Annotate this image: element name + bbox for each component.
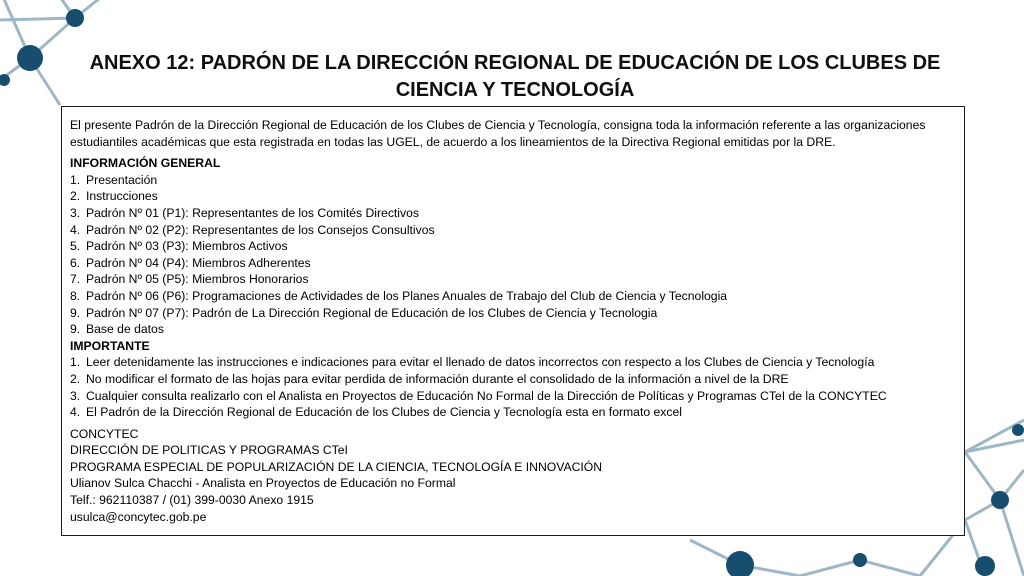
content-box (61, 106, 965, 536)
list-text: Padrón Nº 07 (P7): Padrón de La Dirección Regional de Educación de los Clubes de Ciencia y Tecnologia (86, 305, 658, 320)
list-item (70, 222, 956, 239)
contact-program: PROGRAMA ESPECIAL DE POPULARIZACIÓN DE LA CIENCIA, TECNOLOGÍA E INNOVACIÓN (70, 459, 603, 474)
list-item (70, 255, 956, 272)
list-item (70, 321, 956, 338)
list-text: Padrón Nº 03 (P3): Miembros Activos (86, 239, 288, 254)
list-text: Leer detenidamente las instrucciones e indicaciones para evitar el llenado de datos incorrectos con respecto a los Clubes de Ciencia y Tecnología (86, 355, 875, 370)
list-number: 2. (70, 189, 81, 204)
list-number: 1. (70, 172, 81, 187)
list-number: 9. (70, 305, 81, 320)
list-item (70, 271, 956, 288)
list-text: Padrón Nº 05 (P5): Miembros Honorarios (86, 272, 309, 287)
contact-block (70, 426, 956, 526)
list-number: 7. (70, 272, 81, 287)
list-item (70, 205, 956, 222)
intro-paragraph: El presente Padrón de la Dirección Regional de Educación de los Clubes de Ciencia y Tecnología, consigna toda la información referente a las organizaciones estudiantiles académicas que esta registrada en todas las UGEL, de acuerdo a los lineamientos de la Directiva Regional emitidas por la DRE. (70, 118, 926, 149)
list-text: Padrón Nº 04 (P4): Miembros Adherentes (86, 255, 311, 270)
list-text: Padrón Nº 02 (P2): Representantes de los Consejos Consultivos (86, 222, 435, 237)
list-item (70, 238, 956, 255)
list-text: Presentación (86, 172, 158, 187)
page-title-line-1: ANEXO 12: PADRÓN DE LA DIRECCIÓN REGIONAL DE EDUCACIÓN DE LOS CLUBES DE (89, 52, 941, 74)
important-list (70, 354, 956, 420)
contact-direction: DIRECCIÓN DE POLITICAS Y PROGRAMAS CTeI (70, 443, 348, 458)
list-number: 3. (70, 388, 81, 403)
list-number: 8. (70, 288, 81, 303)
list-text: El Padrón de la Dirección Regional de Educación de los Clubes de Ciencia y Tecnología esta en formato excel (86, 405, 682, 420)
list-number: 3. (70, 205, 81, 220)
list-text: Cualquier consulta realizarlo con el Analista en Proyectos de Educación No Formal de la Dirección de Políticas y Programas CTeI de la CONCYTEC (86, 388, 887, 403)
list-number: 2. (70, 371, 81, 386)
important-heading: IMPORTANTE (70, 338, 150, 353)
list-number: 5. (70, 239, 81, 254)
contact-phone: Telf.: 962110387 / (01) 399-0030 Anexo 1915 (70, 493, 314, 508)
page-title (70, 50, 960, 104)
list-item (70, 288, 956, 305)
list-item (70, 371, 956, 388)
list-text: Instrucciones (86, 189, 158, 204)
list-number: 4. (70, 405, 81, 420)
list-number: 4. (70, 222, 81, 237)
contact-org: CONCYTEC (70, 426, 139, 441)
list-number: 9. (70, 322, 81, 337)
contact-person: Ulianov Sulca Chacchi - Analista en Proyectos de Educación no Formal (70, 476, 456, 491)
list-item (70, 404, 956, 421)
general-list (70, 172, 956, 338)
list-text: Base de datos (86, 322, 164, 337)
list-item (70, 305, 956, 322)
list-number: 1. (70, 355, 81, 370)
list-item (70, 172, 956, 189)
list-text: Padrón Nº 01 (P1): Representantes de los Comités Directivos (86, 205, 419, 220)
list-item (70, 188, 956, 205)
list-item (70, 388, 956, 405)
page-title-line-2: CIENCIA Y TECNOLOGÍA (395, 79, 635, 101)
list-text: Padrón Nº 06 (P6): Programaciones de Actividades de los Planes Anuales de Trabajo del Club de Ciencia y Tecnologia (86, 288, 728, 303)
list-text: No modificar el formato de las hojas para evitar perdida de información durante el consolidado de la información a nivel de la DRE (86, 371, 789, 386)
list-item (70, 354, 956, 371)
list-number: 6. (70, 255, 81, 270)
contact-email: usulca@concytec.gob.pe (70, 509, 207, 524)
general-heading: INFORMACIÓN GENERAL (70, 156, 221, 171)
